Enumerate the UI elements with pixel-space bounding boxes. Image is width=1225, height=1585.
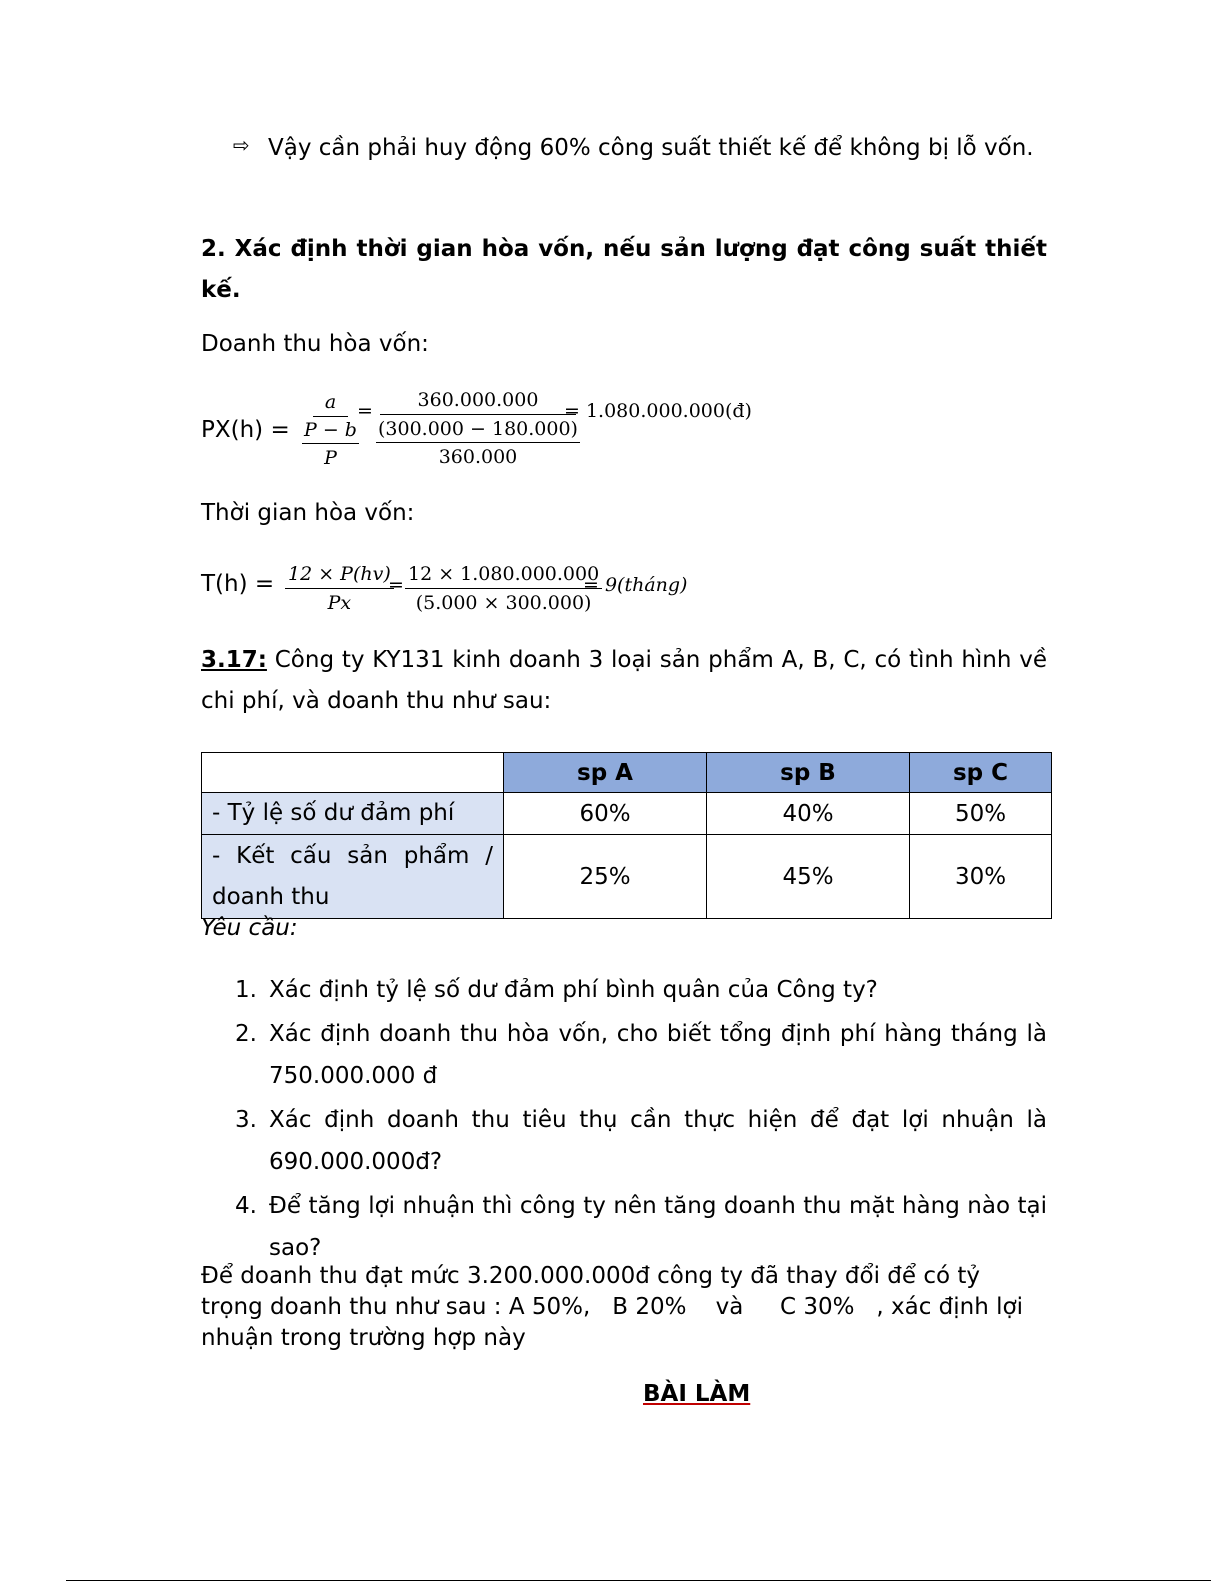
table-header-sp-b: sp B bbox=[707, 753, 910, 793]
product-table bbox=[201, 752, 1052, 919]
breakeven-revenue-result: = 1.080.000.000(đ) bbox=[564, 400, 752, 422]
symbol-p-minus-b: P − b bbox=[302, 417, 359, 444]
breakeven-revenue-formula bbox=[201, 388, 801, 478]
numerator-value: 360.000.000 bbox=[380, 388, 577, 415]
list-item-number: 3. bbox=[235, 1107, 257, 1133]
symbol-p: P bbox=[324, 447, 337, 469]
breakeven-revenue-label: Doanh thu hòa vốn: bbox=[201, 331, 429, 357]
time-denominator-value: (5.000 × 300.000) bbox=[415, 592, 592, 614]
table-header-sp-a: sp A bbox=[504, 753, 707, 793]
row-label-line1: - Kết cấu sản phẩm / bbox=[212, 842, 493, 869]
numeric-fraction bbox=[376, 388, 580, 469]
list-item bbox=[201, 1099, 1047, 1183]
list-item bbox=[201, 969, 1047, 1011]
formula-lhs: T(h) = bbox=[201, 571, 275, 597]
table-cell: 60% bbox=[504, 793, 707, 835]
equals-sign: = bbox=[388, 574, 404, 596]
list-item-number: 4. bbox=[235, 1193, 257, 1219]
requirements-title: Yêu cầu: bbox=[201, 915, 298, 941]
table-cell: 30% bbox=[910, 835, 1052, 919]
breakeven-time-label: Thời gian hòa vốn: bbox=[201, 500, 415, 526]
table-header-sp-c: sp C bbox=[910, 753, 1052, 793]
breakeven-time-formula bbox=[201, 562, 721, 622]
solution-heading: BÀI LÀM bbox=[643, 1381, 751, 1407]
section-2-heading: 2. Xác định thời gian hòa vốn, nếu sản lượng đạt công suất thiết kế. bbox=[201, 236, 1047, 303]
symbol-a: a bbox=[313, 390, 348, 417]
equals-sign: = bbox=[357, 400, 373, 422]
list-item-text: Để tăng lợi nhuận thì công ty nên tăng doanh thu mặt hàng nào tại sao? bbox=[269, 1193, 1047, 1261]
table-cell: 45% bbox=[707, 835, 910, 919]
arrow-item-text: Vậy cần phải huy động 60% công suất thiết kế để không bị lỗ vốn. bbox=[268, 135, 1034, 161]
problem-number: 3.17: bbox=[201, 647, 267, 673]
symbolic-fraction bbox=[302, 390, 359, 470]
row-label: - Tỷ lệ số dư đảm phí bbox=[202, 793, 504, 835]
closing-paragraph: Để doanh thu đạt mức 3.200.000.000đ công ty đã thay đổi để có tỷ trọng doanh thu như sau : A 50%, B 20% và C 30% , xác định lợi nhuận trong trường hợp này bbox=[201, 1263, 1031, 1351]
problem-text: Công ty KY131 kinh doanh 3 loại sản phẩm A, B, C, có tình hình về chi phí, và doanh thu như sau: bbox=[201, 647, 1047, 714]
row-label-line2: doanh thu bbox=[212, 883, 330, 910]
list-item bbox=[201, 1185, 1047, 1269]
denominator-bottom: 360.000 bbox=[438, 446, 518, 468]
table-cell: 50% bbox=[910, 793, 1052, 835]
table-row bbox=[202, 793, 1052, 835]
time-numeric-fraction bbox=[405, 562, 602, 615]
page-bottom-divider bbox=[66, 1580, 1211, 1581]
arrow-bullet-icon: ⇨ bbox=[233, 133, 250, 157]
list-item-number: 2. bbox=[235, 1021, 257, 1047]
requirements-list bbox=[201, 969, 1047, 1271]
list-item-text: Xác định tỷ lệ số dư đảm phí bình quân của Công ty? bbox=[269, 977, 878, 1003]
list-item-text: Xác định doanh thu hòa vốn, cho biết tổng định phí hàng tháng là 750.000.000 đ bbox=[269, 1021, 1047, 1089]
problem-3-17 bbox=[201, 640, 1047, 722]
list-item-text: Xác định doanh thu tiêu thụ cần thực hiện để đạt lợi nhuận là 690.000.000đ? bbox=[269, 1107, 1047, 1175]
time-symbolic-fraction bbox=[285, 562, 394, 615]
denominator-top: (300.000 − 180.000) bbox=[376, 415, 580, 443]
table-header-row bbox=[202, 753, 1052, 793]
time-denominator-formula: Px bbox=[327, 592, 352, 614]
table-cell: 25% bbox=[504, 835, 707, 919]
time-numerator-value: 12 × 1.080.000.000 bbox=[405, 562, 602, 589]
table-cell: 40% bbox=[707, 793, 910, 835]
list-item bbox=[201, 1013, 1047, 1097]
row-label bbox=[202, 835, 504, 919]
time-numerator-formula: 12 × P(hv) bbox=[285, 562, 394, 589]
table-row bbox=[202, 835, 1052, 919]
list-item-number: 1. bbox=[235, 977, 257, 1003]
breakeven-time-result: = 9(tháng) bbox=[583, 574, 688, 596]
formula-lhs: PX(h) = bbox=[201, 417, 290, 443]
table-header-empty bbox=[202, 753, 504, 793]
